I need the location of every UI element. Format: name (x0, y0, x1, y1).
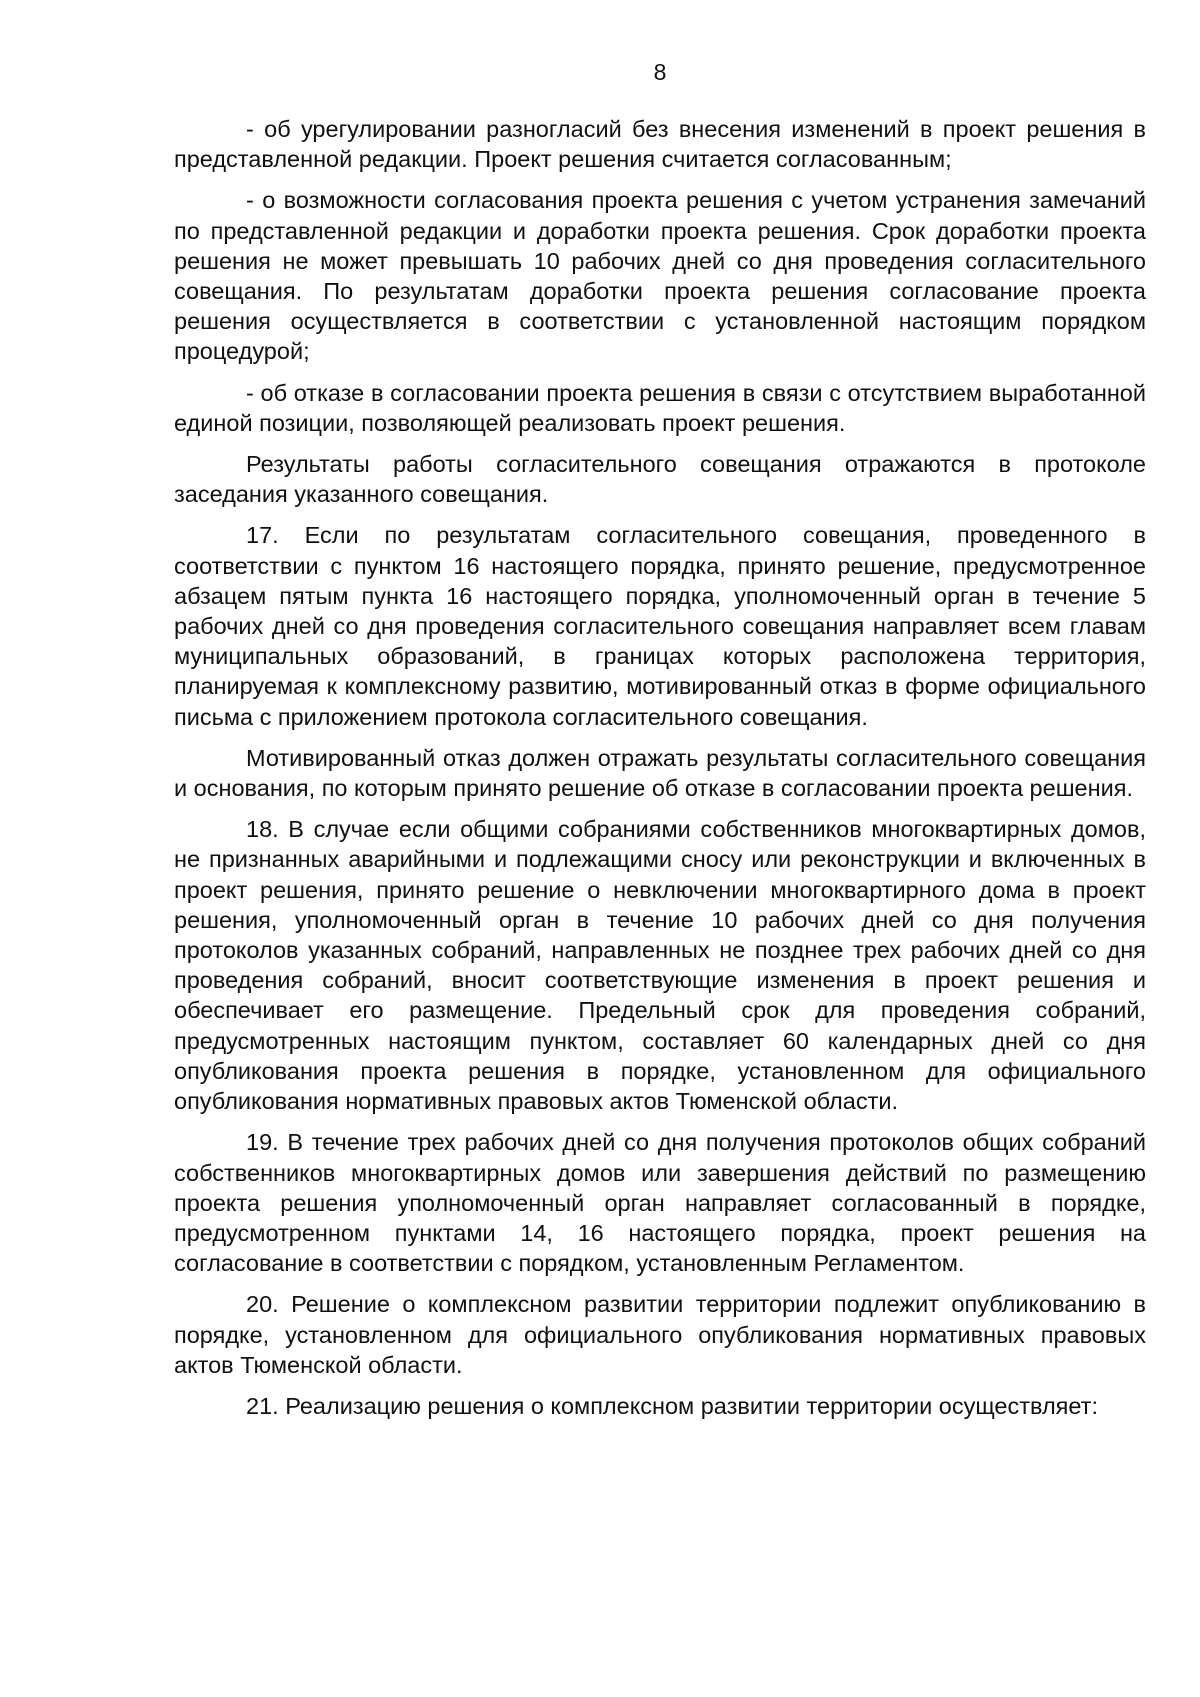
paragraph-item-18: 18. В случае если общими собраниями собственников многоквартирных домов, не признанных аварийными и подлежащими сносу или реконструкции и включенных в проект решения, принято решение о невключении многоквартирного дома в проект решения, уполномоченный орган в течение 10 рабочих дней со дня получения протоколов указанных собраний, направленных не позднее трех рабочих дней со дня проведения собраний, вносит соответствующие изменения в проект решения и обеспечивает его размещение. Предельный срок для проведения собраний, предусмотренных настоящим пунктом, составляет 60 календарных дней со дня опубликования проекта решения в порядке, установленном для официального опубликования нормативных правовых актов Тюменской области. (174, 816, 1146, 1115)
paragraph-option-revision: - о возможности согласования проекта решения с учетом устранения замечаний по представленной редакции и доработки проекта решения. Срок доработки проекта решения не может превышать 10 рабочих дней со дня проведения согласительного совещания. По результатам доработки проекта решения согласование проекта решения осуществляется в соответствии с установленной настоящим порядком процедурой; (174, 187, 1146, 365)
paragraph-item-17: 17. Если по результатам согласительного совещания, проведенного в соответствии с пунктом 16 настоящего порядка, принято решение, предусмотренное абзацем пятым пункта 16 настоящего порядка, уполномоченный орган в течение 5 рабочих дней со дня проведения согласительного совещания направляет всем главам муниципальных образований, в границах которых расположена территория, планируемая к комплексному развитию, мотивированный отказ в форме официального письма с приложением протокола согласительного совещания. (174, 522, 1146, 730)
document-body (174, 114, 1146, 1432)
paragraph-option-refusal: - об отказе в согласовании проекта решения в связи с отсутствием выработанной единой позиции, позволяющей реализовать проект решения. (174, 379, 1146, 436)
paragraph-item-19: 19. В течение трех рабочих дней со дня получения протоколов общих собраний собственников многоквартирных домов или завершения действий по размещению проекта решения уполномоченный орган направляет согласованный в порядке, предусмотренном пунктами 14, 16 настоящего порядка, проект решения на согласование в соответствии с порядком, установленным Регламентом. (174, 1129, 1146, 1277)
paragraph-item-21: 21. Реализацию решения о комплексном развитии территории осуществляет: (246, 1392, 1098, 1419)
paragraph-motivated-refusal: Мотивированный отказ должен отражать результаты согласительного совещания и основания, по которым принято решение об отказе в согласовании проекта решения. (174, 744, 1146, 802)
paragraph-item-20: 20. Решение о комплексном развитии территории подлежит опубликованию в порядке, установленном для официального опубликования нормативных правовых актов Тюменской области. (174, 1291, 1146, 1378)
paragraph-meeting-results: Результаты работы согласительного совещания отражаются в протоколе заседания указанного совещания. (174, 451, 1146, 508)
page-number: 8 (653, 59, 667, 85)
paragraph-option-no-changes: - об урегулировании разногласий без внесения изменений в проект решения в представленной редакции. Проект решения считается согласованным; (174, 116, 1146, 173)
